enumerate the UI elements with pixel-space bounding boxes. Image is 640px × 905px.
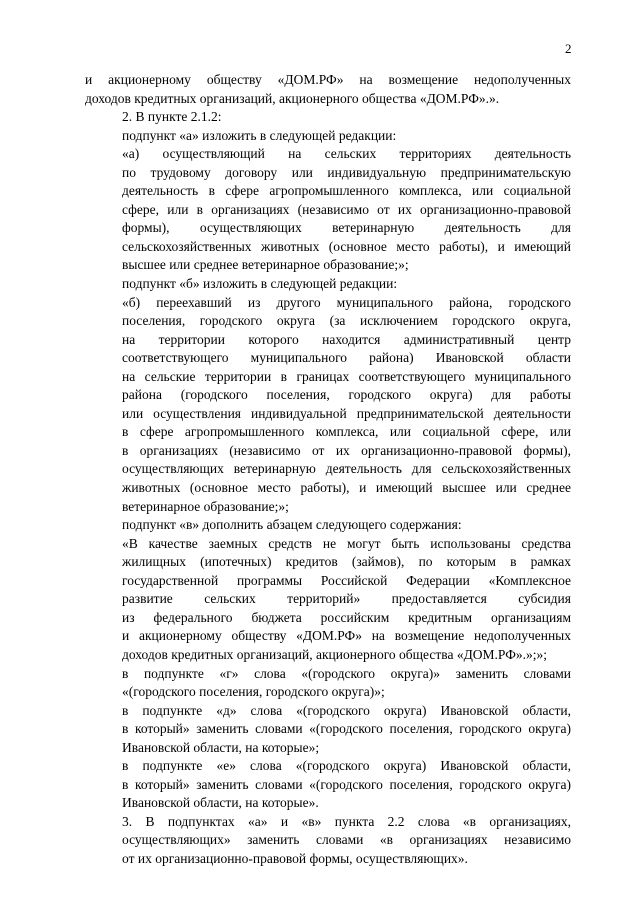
paragraph <box>85 516 571 535</box>
page-number: 2 <box>565 41 572 56</box>
text-line: поселения, городского округа (за исключением городского округа, <box>122 313 571 329</box>
text-line: района (городского поселения, городского округа) для работы <box>122 387 571 403</box>
text-line: жилищных (ипотечных) кредитов (займов), по которым в рамках <box>122 554 571 570</box>
paragraph <box>85 108 571 127</box>
text-line: на территории которого находится административный центр <box>122 331 571 347</box>
text-line: Ивановской области, на которые»; <box>122 739 320 755</box>
text-line: сфере, или в организациях (независимо от их организационно-правовой <box>122 201 571 217</box>
text-line: в подпункте «е» слова «(городского округа) Ивановской области, <box>122 758 571 774</box>
text-line: «б) переехавший из другого муниципального района, городского <box>122 294 571 310</box>
text-line: доходов кредитных организаций, акционерного общества «ДОМ.РФ».». <box>85 90 500 106</box>
paragraph <box>85 813 571 869</box>
text-line: в который» заменить словами «(городского поселения, городского округа) <box>122 721 571 737</box>
text-line: сельскохозяйственных животных (основное место работы), и имеющий <box>122 238 571 254</box>
text-line: в который» заменить словами «(городского поселения, городского округа) <box>122 776 571 792</box>
text-line: 3. В подпунктах «а» и «в» пункта 2.2 слова «в организациях, <box>122 813 571 829</box>
document-body <box>85 71 571 869</box>
text-line: подпункт «а» изложить в следующей редакции: <box>122 127 397 143</box>
text-line: «В качестве заемных средств не могут быть использованы средства <box>122 535 571 551</box>
text-line: в сфере агропромышленного комплекса, или социальной сфере, или <box>122 424 571 440</box>
text-line: 2. В пункте 2.1.2: <box>122 109 222 125</box>
text-line: подпункт «б» изложить в следующей редакции: <box>122 276 398 292</box>
text-line: в подпункте «г» слова «(городского округа)» заменить словами <box>122 665 571 681</box>
text-line: животных (основное место работы), и имеющий высшее или среднее <box>122 480 571 496</box>
text-line: и акционерному обществу «ДОМ.РФ» на возмещение недополученных <box>85 72 571 87</box>
text-line: на сельские территории в границах соответствующего муниципального <box>122 368 571 384</box>
paragraph <box>85 275 571 294</box>
text-line: Ивановской области, на которые». <box>122 795 319 811</box>
paragraph <box>85 757 571 813</box>
text-line: из федерального бюджета российским кредитным организациям <box>122 609 571 625</box>
text-line: от их организационно-правовой формы, осуществляющих». <box>122 850 468 866</box>
text-line: или осуществления индивидуальной предпринимательской деятельности <box>122 405 571 421</box>
paragraph <box>85 535 571 665</box>
text-line: соответствующего муниципального района) Ивановской области <box>122 350 571 366</box>
text-line: «(городского поселения, городского округа)»; <box>122 684 385 700</box>
text-line: и акционерному обществу «ДОМ.РФ» на возмещение недополученных <box>122 628 571 644</box>
text-line: формы), осуществляющих ветеринарную деятельность для <box>122 220 571 236</box>
text-line: государственной программы Российской Федерации «Комплексное <box>122 572 571 588</box>
text-line: развитие сельских территорий» предоставляется субсидия <box>122 591 571 607</box>
paragraph <box>85 665 571 702</box>
text-line: подпункт «в» дополнить абзацем следующего содержания: <box>122 517 462 533</box>
paragraph <box>85 71 571 108</box>
paragraph <box>85 702 571 758</box>
text-line: высшее или среднее ветеринарное образование;»; <box>122 257 409 273</box>
text-line: «а) осуществляющий на сельских территориях деятельность <box>122 146 571 162</box>
text-line: ветеринарное образование;»; <box>122 498 289 514</box>
text-line: осуществляющих ветеринарную деятельность для сельскохозяйственных <box>122 461 571 477</box>
text-line: деятельность в сфере агропромышленного комплекса, или социальной <box>122 183 571 199</box>
text-line: доходов кредитных организаций, акционерного общества «ДОМ.РФ».»;»; <box>122 646 547 662</box>
paragraph <box>85 127 571 146</box>
text-line: осуществляющих» заменить словами «в организациях независимо <box>122 832 571 848</box>
text-line: по трудовому договору или индивидуальную предпринимательскую <box>122 164 571 180</box>
text-line: в подпункте «д» слова «(городского округа) Ивановской области, <box>122 702 571 718</box>
text-line: в организациях (независимо от их организационно-правовой формы), <box>122 442 571 458</box>
paragraph <box>85 145 571 275</box>
paragraph <box>85 294 571 517</box>
